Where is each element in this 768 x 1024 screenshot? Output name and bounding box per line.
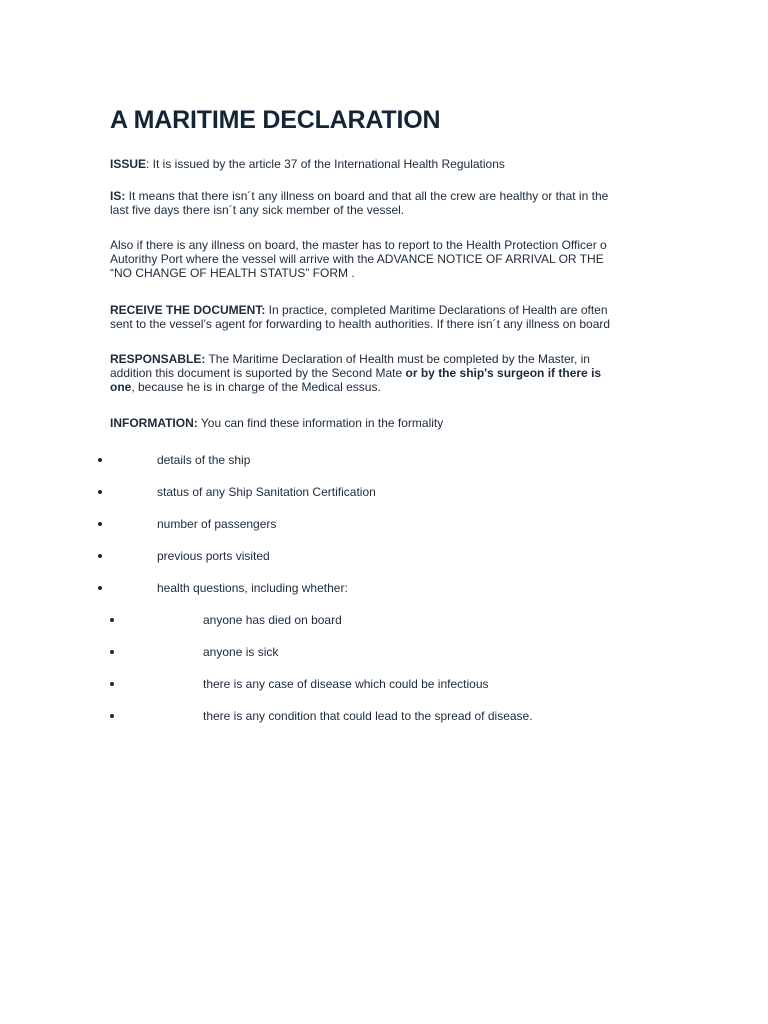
- bullet-icon: [110, 714, 114, 718]
- responsable-line3-bold: one: [110, 380, 132, 394]
- bullet-icon: [98, 490, 102, 494]
- sublist-item-text: anyone has died on board: [203, 613, 342, 627]
- is-paragraph: [110, 189, 670, 217]
- list-item-text: health questions, including whether:: [157, 581, 348, 595]
- also-line2: Autorithy Port where the vessel will arrive with the ADVANCE NOTICE OF ARRIVAL OR THE: [110, 252, 604, 266]
- information-text: You can find these information in the formality: [197, 416, 444, 430]
- bullet-icon: [98, 554, 102, 558]
- issue-paragraph: [110, 157, 670, 171]
- list-item-text: details of the ship: [157, 453, 251, 467]
- bullet-icon: [98, 586, 102, 590]
- also-line3: “NO CHANGE OF HEALTH STATUS” FORM .: [110, 266, 355, 280]
- receive-label: RECEIVE THE DOCUMENT:: [110, 303, 266, 317]
- responsable-label: RESPONSABLE:: [110, 352, 206, 366]
- bullet-icon: [98, 522, 102, 526]
- receive-line2: sent to the vessel’s agent for forwarding to health authorities. If there isn´t any illness on board: [110, 317, 611, 331]
- bullet-icon: [110, 682, 114, 686]
- issue-text: : It is issued by the article 37 of the International Health Regulations: [146, 157, 505, 171]
- bullet-icon: [110, 650, 114, 654]
- document-title: A MARITIME DECLARATION: [110, 106, 441, 134]
- sublist-item-text: anyone is sick: [203, 645, 279, 659]
- is-text-line2: last five days there isn´t any sick member of the vessel.: [110, 203, 405, 217]
- bullet-icon: [98, 458, 102, 462]
- responsable-line2-plain: addition this document is suported by the Second Mate: [110, 366, 406, 380]
- list-item-text: number of passengers: [157, 517, 277, 531]
- information-label: INFORMATION:: [110, 416, 198, 430]
- sublist-item-text: there is any condition that could lead to the spread of disease.: [203, 709, 533, 723]
- responsable-line1: The Maritime Declaration of Health must be completed by the Master, in: [205, 352, 590, 366]
- is-text-line1: It means that there isn´t any illness on board and that all the crew are healthy or that in the: [125, 189, 609, 203]
- also-paragraph: [110, 238, 670, 280]
- issue-label: ISSUE: [110, 157, 147, 171]
- responsable-line2-bold: or by the ship's surgeon if there is: [405, 366, 602, 380]
- responsable-paragraph: [110, 352, 670, 394]
- receive-paragraph: [110, 303, 670, 331]
- sublist-item-text: there is any case of disease which could be infectious: [203, 677, 489, 691]
- is-label: IS:: [110, 189, 126, 203]
- bullet-icon: [110, 618, 114, 622]
- list-item-text: status of any Ship Sanitation Certification: [157, 485, 376, 499]
- responsable-line3-plain: , because he is in charge of the Medical essus.: [131, 380, 381, 394]
- list-item-text: previous ports visited: [157, 549, 270, 563]
- also-line1: Also if there is any illness on board, the master has to report to the Health Protection Officer o: [110, 238, 607, 252]
- information-paragraph: [110, 416, 670, 430]
- receive-line1: In practice, completed Maritime Declarations of Health are often: [265, 303, 608, 317]
